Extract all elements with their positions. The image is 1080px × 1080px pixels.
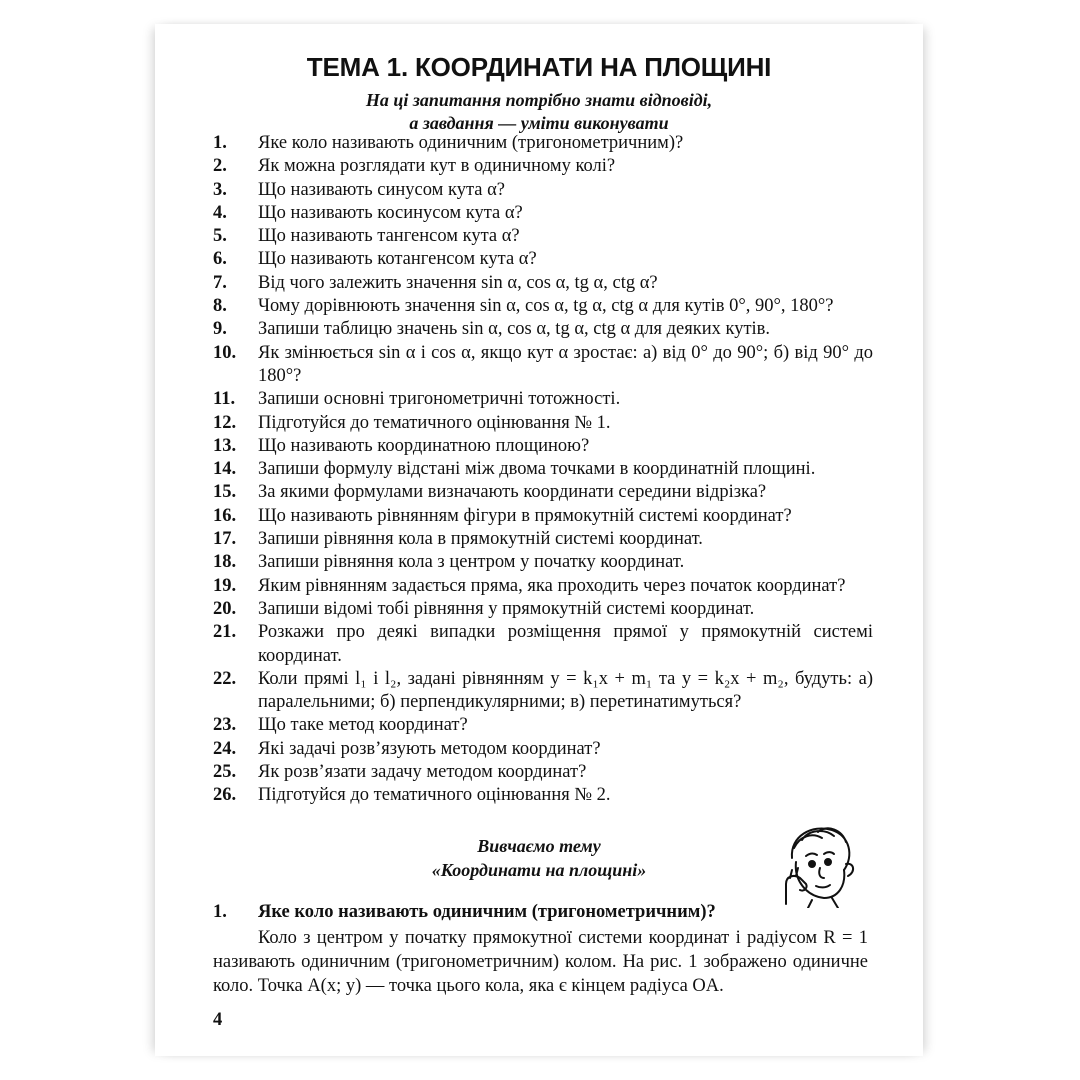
question-text: Яке коло називають одиничним (тригонометричним)? (258, 133, 684, 153)
question-number: 8. (213, 296, 227, 317)
question-number: 22. (213, 668, 237, 689)
question-text: Що називають рівнянням фігури в прямокутній системі координат? (258, 505, 792, 526)
question-number: 4. (213, 202, 227, 223)
question-item (213, 621, 873, 668)
question-item (213, 342, 873, 389)
question-number: 23. (213, 715, 237, 736)
question-list (213, 132, 873, 808)
question-item (213, 668, 873, 715)
question-text: Що називають косинусом кута α? (258, 202, 523, 223)
question-number: 6. (213, 249, 227, 270)
section-heading-line-2: «Координати на площині» (431, 860, 647, 880)
question-item (213, 505, 873, 528)
question-number: 14. (213, 459, 237, 480)
question-number: 24. (213, 738, 237, 759)
question-text: Запиши рівняння кола з центром у початку координат. (258, 552, 685, 573)
question-number: 12. (213, 412, 237, 433)
question-text: Що називають тангенсом кута α? (258, 226, 520, 247)
question-item (213, 575, 873, 598)
question-item (213, 435, 873, 458)
question-item (213, 738, 873, 761)
first-question-heading (213, 902, 716, 923)
question-text: Розкажи про деякі випадки розміщення прямої у прямокутній системі координат. (258, 622, 873, 666)
page-number: 4 (213, 1010, 223, 1030)
question-number: 25. (213, 762, 237, 783)
question-number: 18. (213, 552, 237, 573)
page-title: ТЕМА 1. КООРДИНАТИ НА ПЛОЩИНІ (306, 52, 772, 82)
question-text: Як можна розглядати кут в одиничному колі? (258, 156, 616, 177)
answer-paragraph: Коло з центром у початку прямокутної системи координат і радіусом R = 1 називають одиничним (тригонометричним) колом. На рис. 1 зображено одиничне коло. Точка A(x; y) — точка цього кола, яка є кінцем радіуса OA. (213, 928, 868, 996)
question-text: Підготуйся до тематичного оцінювання № 1. (258, 412, 611, 433)
question-text: Як розв’язати задачу методом координат? (258, 762, 587, 783)
question-number: 10. (213, 342, 237, 363)
question-text: Запиши таблицю значень sin α, cos α, tg α, ctg α для деяких кутів. (258, 319, 771, 340)
question-item (213, 295, 873, 318)
question-item (213, 132, 873, 155)
first-question-text: Яке коло називають одиничним (тригонометричним)? (258, 902, 716, 922)
question-text: Що називають координатною площиною? (258, 435, 590, 456)
question-text: Яким рівнянням задається пряма, яка проходить через початок координат? (258, 575, 846, 596)
question-number: 7. (213, 272, 227, 293)
question-item (213, 458, 873, 481)
question-number: 11. (213, 389, 236, 410)
question-text: Запиши рівняння кола в прямокутній системі координат. (258, 529, 703, 550)
question-item (213, 179, 873, 202)
question-text: Запиши основні тригонометричні тотожності. (258, 389, 621, 410)
question-item (213, 528, 873, 551)
first-question-number: 1. (213, 902, 227, 922)
question-text: Запиши відомі тобі рівняння у прямокутній системі координат. (258, 598, 755, 619)
question-number: 19. (213, 575, 237, 596)
question-number: 21. (213, 622, 237, 643)
question-number: 15. (213, 482, 237, 503)
question-text: Що називають синусом кута α? (258, 179, 506, 200)
question-number: 1. (213, 133, 227, 153)
question-number: 3. (213, 179, 227, 200)
question-text: Що називають котангенсом кута α? (258, 249, 537, 270)
question-item (213, 318, 873, 341)
subtitle-line-2: а завдання — уміти виконувати (409, 113, 669, 133)
question-number: 20. (213, 598, 237, 619)
question-text: За якими формулами визначають координати середини відрізка? (258, 482, 767, 503)
question-item (213, 481, 873, 504)
question-text: Підготуйся до тематичного оцінювання № 2. (258, 785, 611, 806)
question-number: 26. (213, 785, 237, 806)
question-item (213, 598, 873, 621)
question-text: Чому дорівнюють значення sin α, cos α, tg α, ctg α для кутів 0°, 90°, 180°? (258, 296, 834, 317)
thinking-boy-illustration (772, 818, 862, 908)
question-text: Запиши формулу відстані між двома точками в координатній площині. (258, 459, 816, 480)
question-item (213, 202, 873, 225)
question-number: 16. (213, 505, 237, 526)
question-text: Як змінюється sin α і cos α, якщо кут α зростає: а) від 0° до 90°; б) від 90° до 180°? (258, 342, 873, 386)
question-text: Коли прямі l₁ і l₂, задані рівнянням y = k₁x + m₁ та y = k₂x + m₂, будуть: а) паралельними; б) перпендикулярними; в) перетинатимуться? (258, 668, 873, 713)
question-item (213, 248, 873, 271)
question-number: 2. (213, 156, 227, 177)
question-item (213, 761, 873, 784)
question-item (213, 412, 873, 435)
question-number: 13. (213, 435, 237, 456)
question-item (213, 388, 873, 411)
question-item (213, 714, 873, 737)
question-item (213, 272, 873, 295)
question-text: Від чого залежить значення sin α, cos α, tg α, ctg α? (258, 272, 658, 293)
question-number: 9. (213, 319, 227, 340)
question-item (213, 784, 873, 807)
question-text: Що таке метод координат? (258, 715, 468, 736)
question-item (213, 225, 873, 248)
question-item (213, 551, 873, 574)
question-number: 5. (213, 226, 227, 247)
question-number: 17. (213, 529, 237, 550)
subtitle-line-1: На ці запитання потрібно знати відповіді, (365, 90, 713, 110)
question-item (213, 155, 873, 178)
book-page (155, 24, 923, 1056)
question-text: Які задачі розв’язують методом координат? (258, 738, 601, 759)
section-heading-line-1: Вивчаємо тему (477, 836, 601, 856)
